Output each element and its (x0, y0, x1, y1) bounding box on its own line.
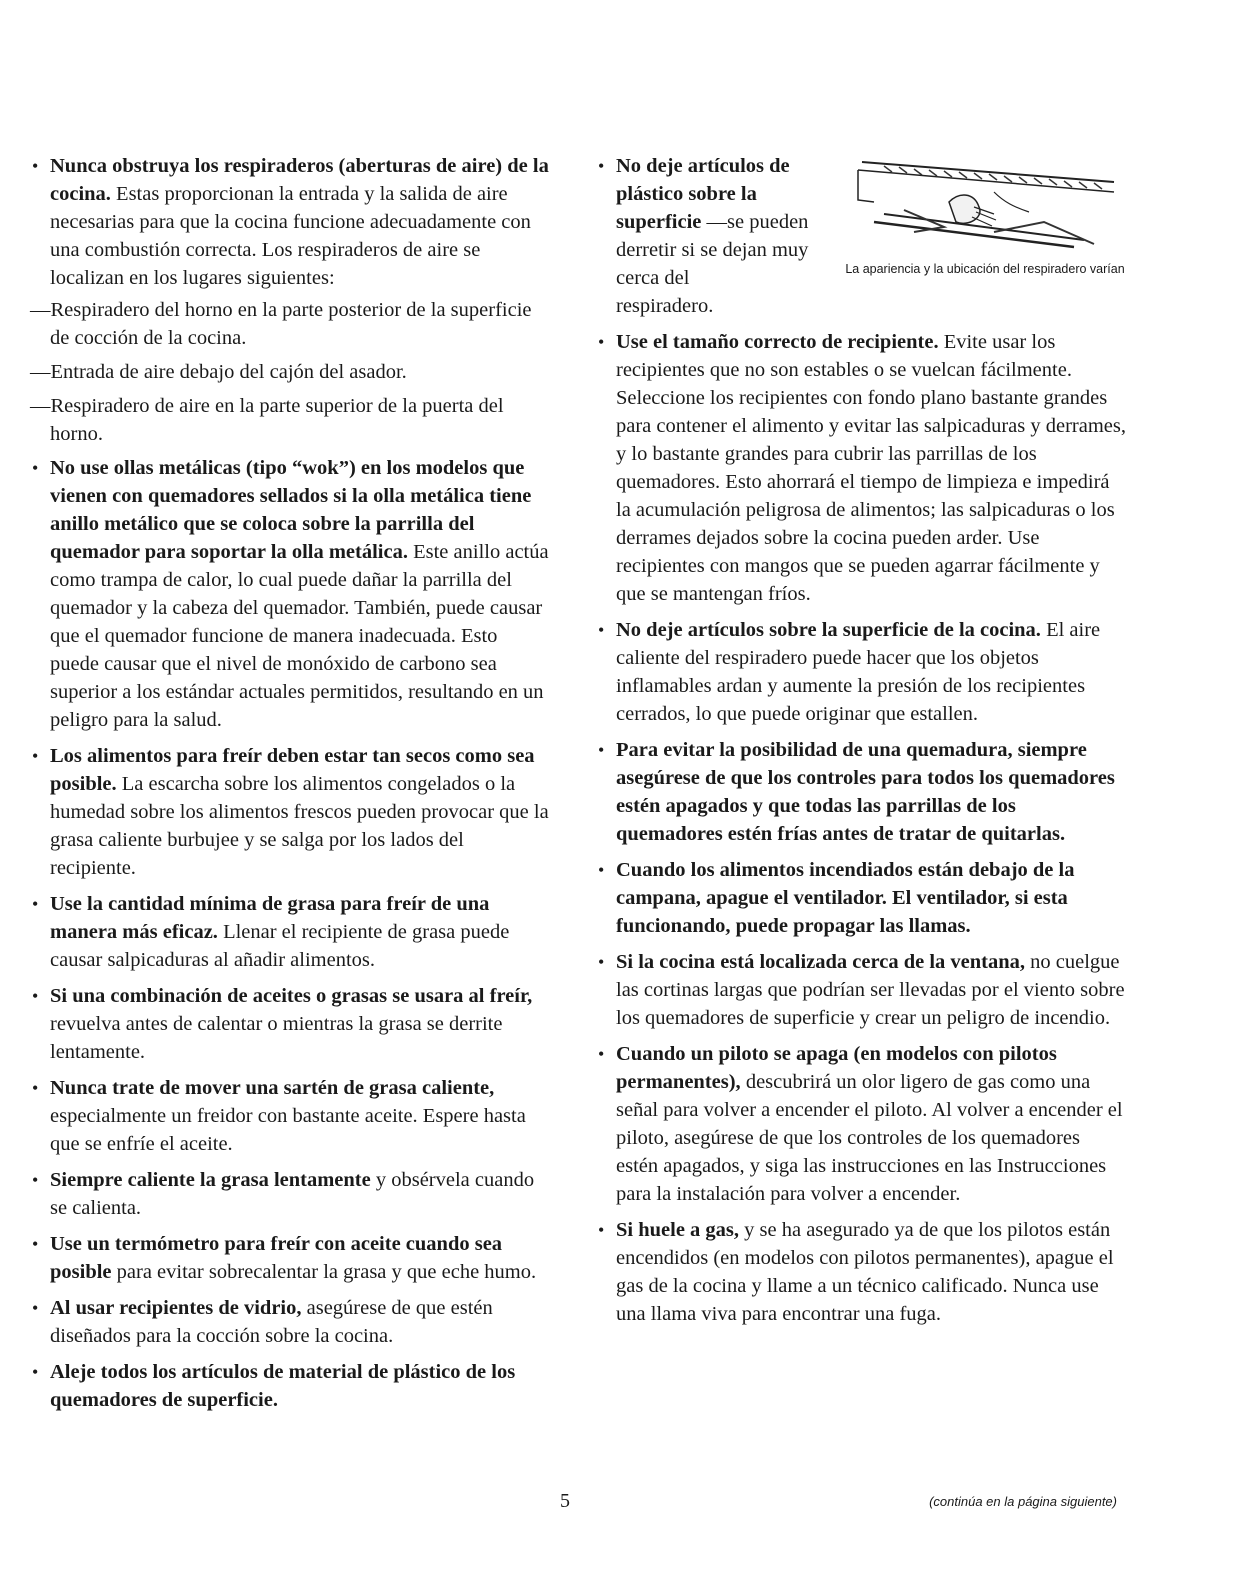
list-item (596, 856, 1126, 940)
item-body: asegúrese de que estén diseñados para la cocción sobre la cocina. (50, 1297, 493, 1347)
bullet: • (598, 1044, 605, 1064)
vent-illustration (844, 152, 1126, 292)
item-heading: Aleje todos los artículos de material de plástico de los quemadores de superficie. (50, 1361, 516, 1411)
bullet: • (32, 1078, 39, 1098)
item-heading: No use ollas metálicas (tipo “wok”) en los modelos que vienen con quemadores sellados si la olla metálica tiene anillo metálico que se coloca sobre la parrilla del quemador para soportar la olla metálica. (50, 457, 532, 563)
item-body: —se pueden derretir si se dejan muy cerca del (616, 211, 809, 289)
bullet: • (598, 860, 605, 880)
figure-caption: La apariencia y la ubicación del respiradero varían (845, 262, 1125, 276)
bullet: • (32, 1298, 39, 1318)
list-item (30, 890, 550, 974)
list-item (30, 1230, 550, 1286)
item-heading: Use el tamaño correcto de recipiente. (616, 331, 939, 353)
list-item (30, 1358, 550, 1414)
list-item (596, 616, 1126, 728)
item-heading: Use un termómetro para freír con aceite cuando sea posible (50, 1233, 503, 1283)
item-heading: Nunca obstruya los respiraderos (aberturas de aire) de la cocina. (50, 155, 549, 205)
item-heading: Cuando los alimentos incendiados están debajo de la campana, apague el ventilador. El ventilador, si esta funcionando, puede propagar las llamas. (616, 859, 1075, 937)
item-body: no cuelgue las cortinas largas que podrían ser llevadas por el viento sobre los quemadores de superficie y crear un peligro de incendio. (616, 951, 1125, 1029)
item-heading: Al usar recipientes de vidrio, (50, 1297, 302, 1319)
item-body: para evitar sobrecalentar la grasa y que eche humo. (111, 1261, 537, 1283)
item-body-continued: respiradero. (616, 295, 714, 317)
list-item (30, 1294, 550, 1350)
item-text (616, 152, 821, 292)
left-column (30, 152, 550, 1422)
item-heading: Si una combinación de aceites o grasas se usara al freír, (50, 985, 533, 1007)
sub-item: —Respiradero de aire en la parte superior de la puerta del horno. (30, 395, 504, 445)
item-body: descubrirá un olor ligero de gas como una señal para volver a encender el piloto. Al volver a encender el piloto, asegúrese de que los controles de los quemadores estén apagados, y siga las instrucciones en las Instrucciones para la instalación para volver a encender. (616, 1071, 1123, 1205)
bullet: • (32, 986, 39, 1006)
list-item (596, 948, 1126, 1032)
list-item (596, 1040, 1126, 1208)
item-body: Llenar el recipiente de grasa puede causar salpicaduras al añadir alimentos. (50, 921, 510, 971)
continued-note: (continúa en la página siguiente) (929, 1494, 1117, 1509)
sub-item: —Respiradero del horno en la parte posterior de la superficie de cocción de la cocina. (30, 299, 532, 349)
item-body: El aire caliente del respiradero puede hacer que los objetos inflamables ardan y aumente la presión de los recipientes cerrados, lo que puede originar que estallen. (616, 619, 1101, 725)
item-body: y se ha asegurado ya de que los pilotos están encendidos (en modelos con pilotos permanentes), apague el gas de la cocina y llame a un técnico calificado. Nunca use una llama viva para encontrar una fuga. (616, 1219, 1114, 1325)
item-body: Este anillo actúa como trampa de calor, lo cual puede dañar la parrilla del quemador y la cabeza del quemador. También, puede causar que el quemador funcione de manera inadecuada. Esto puede causar que el nivel de monóxido de carbono sea superior a los estándar actuales permitidos, resultando en un peligro para la salud. (50, 541, 549, 731)
item-body: y obsérvela cuando se calienta. (50, 1169, 535, 1219)
bullet: • (32, 1170, 39, 1190)
item-heading: Siempre caliente la grasa lentamente (50, 1169, 371, 1191)
bullet: • (32, 1234, 39, 1254)
item-body: Evite usar los recipientes que no son estables o se vuelcan fácilmente. Seleccione los recipientes con fondo plano bastante grandes para contener el alimento y evitar las salpicaduras y derrames, y lo bastante grandes para cubrir las parrillas de los quemadores. Esto ahorrará el tiempo de limpieza e impedirá la acumulación peligrosa de alimentos; las salpicaduras o los derrames dejados sobre la cocina pueden arder. Use recipientes con mangos que se pueden agarrar fácilmente y que se mantengan fríos. (616, 331, 1126, 605)
list-item (596, 1216, 1126, 1328)
bullet: • (598, 156, 605, 176)
list-item (30, 1166, 550, 1222)
bullet: • (32, 1362, 39, 1382)
item-body: Estas proporcionan la entrada y la salida de aire necesarias para que la cocina funcione adecuadamente con una combustión correcta. Los respiraderos de aire se localizan en los lugares siguientes: (50, 183, 531, 289)
bullet: • (598, 620, 605, 640)
sub-item: —Entrada de aire debajo del cajón del asador. (30, 361, 407, 383)
bullet: • (32, 894, 39, 914)
item-heading: Nunca trate de mover una sartén de grasa caliente, (50, 1077, 495, 1099)
list-item (30, 982, 550, 1066)
right-column (596, 152, 1126, 1336)
list-item (30, 742, 550, 882)
list-item (596, 152, 1126, 320)
list-item (596, 328, 1126, 608)
bullet: • (32, 746, 39, 766)
bullet: • (598, 740, 605, 760)
item-heading: Si la cocina está localizada cerca de la ventana, (616, 951, 1025, 973)
item-heading: No deje artículos de plástico sobre la superficie (616, 155, 790, 233)
bullet: • (32, 458, 39, 478)
vent-drawing (844, 152, 1126, 260)
page-number: 5 (560, 1490, 570, 1512)
bullet: • (598, 332, 605, 352)
item-heading: Si huele a gas, (616, 1219, 740, 1241)
list-item (30, 1074, 550, 1158)
bullet: • (598, 1220, 605, 1240)
bullet: • (32, 156, 39, 176)
item-heading: Cuando un piloto se apaga (en modelos con pilotos permanentes), (616, 1043, 1057, 1093)
list-item (30, 152, 550, 292)
item-heading: Use la cantidad mínima de grasa para freír de una manera más eficaz. (50, 893, 490, 943)
list-item (596, 736, 1126, 848)
bullet: • (598, 952, 605, 972)
item-heading: No deje artículos sobre la superficie de la cocina. (616, 619, 1041, 641)
item-heading: Para evitar la posibilidad de una quemadura, siempre asegúrese de que los controles para todos los quemadores estén apagados y que todas las parrillas de los quemadores estén frías antes de tratar de quitarlas. (616, 739, 1115, 845)
item-body: La escarcha sobre los alimentos congelados o la humedad sobre los alimentos frescos pueden provocar que la grasa caliente burbujee y se salga por los lados del recipiente. (50, 773, 549, 879)
list-item (30, 454, 550, 734)
item-body: especialmente un freidor con bastante aceite. Espere hasta que se enfríe el aceite. (50, 1105, 526, 1155)
item-heading: Los alimentos para freír deben estar tan secos como sea posible. (50, 745, 535, 795)
item-body: revuelva antes de calentar o mientras la grasa se derrite lentamente. (50, 1013, 503, 1063)
